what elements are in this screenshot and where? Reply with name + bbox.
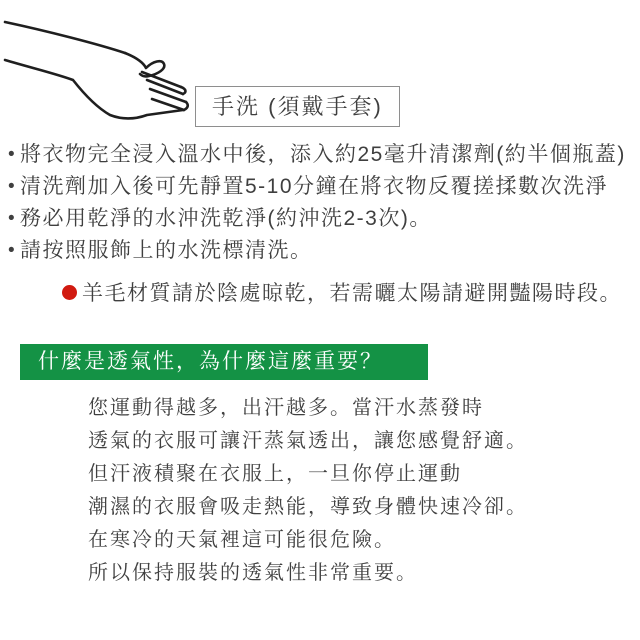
- paragraph-line: 所以保持服裝的透氣性非常重要。: [88, 562, 418, 584]
- washing-instruction-list: [8, 139, 640, 267]
- paragraph-line: 您運動得越多，出汗越多。當汗水蒸發時: [88, 397, 484, 419]
- instruction-item: [8, 139, 640, 171]
- red-dot-icon: [62, 285, 77, 300]
- wool-care-note: [62, 277, 622, 307]
- instruction-item: [8, 235, 640, 267]
- handwash-method-label: 手洗 (須戴手套): [195, 86, 400, 127]
- instruction-item: [8, 171, 640, 203]
- paragraph-line: 透氣的衣服可讓汗蒸氣透出，讓您感覺舒適。: [88, 430, 528, 452]
- hand-illustration-icon: [2, 10, 200, 132]
- breathability-section-header: 什麼是透氣性，為什麼這麼重要？: [20, 344, 428, 380]
- bullet-icon: •: [8, 144, 17, 165]
- paragraph-line: 但汗液積聚在衣服上，一旦你停止運動: [88, 463, 462, 485]
- bullet-icon: •: [8, 240, 17, 261]
- instruction-item: [8, 203, 640, 235]
- instruction-text: 將衣物完全浸入溫水中後，添入約25毫升清潔劑(約半個瓶蓋): [20, 143, 626, 166]
- instruction-text: 請按照服飾上的水洗標清洗。: [20, 239, 313, 262]
- bullet-icon: •: [8, 176, 17, 197]
- paragraph-line: 潮濕的衣服會吸走熱能，導致身體快速冷卻。: [88, 496, 528, 518]
- instruction-text: 清洗劑加入後可先靜置5-10分鐘在將衣物反覆搓揉數次洗淨: [20, 175, 609, 198]
- instruction-text: 務必用乾淨的水沖洗乾淨(約沖洗2-3次)。: [20, 207, 432, 230]
- breathability-paragraph: [88, 392, 628, 590]
- paragraph-line: 在寒冷的天氣裡這可能很危險。: [88, 529, 396, 551]
- bullet-icon: •: [8, 208, 17, 229]
- wool-note-text: 羊毛材質請於陰處晾乾，若需曬太陽請避開豔陽時段。: [82, 282, 622, 305]
